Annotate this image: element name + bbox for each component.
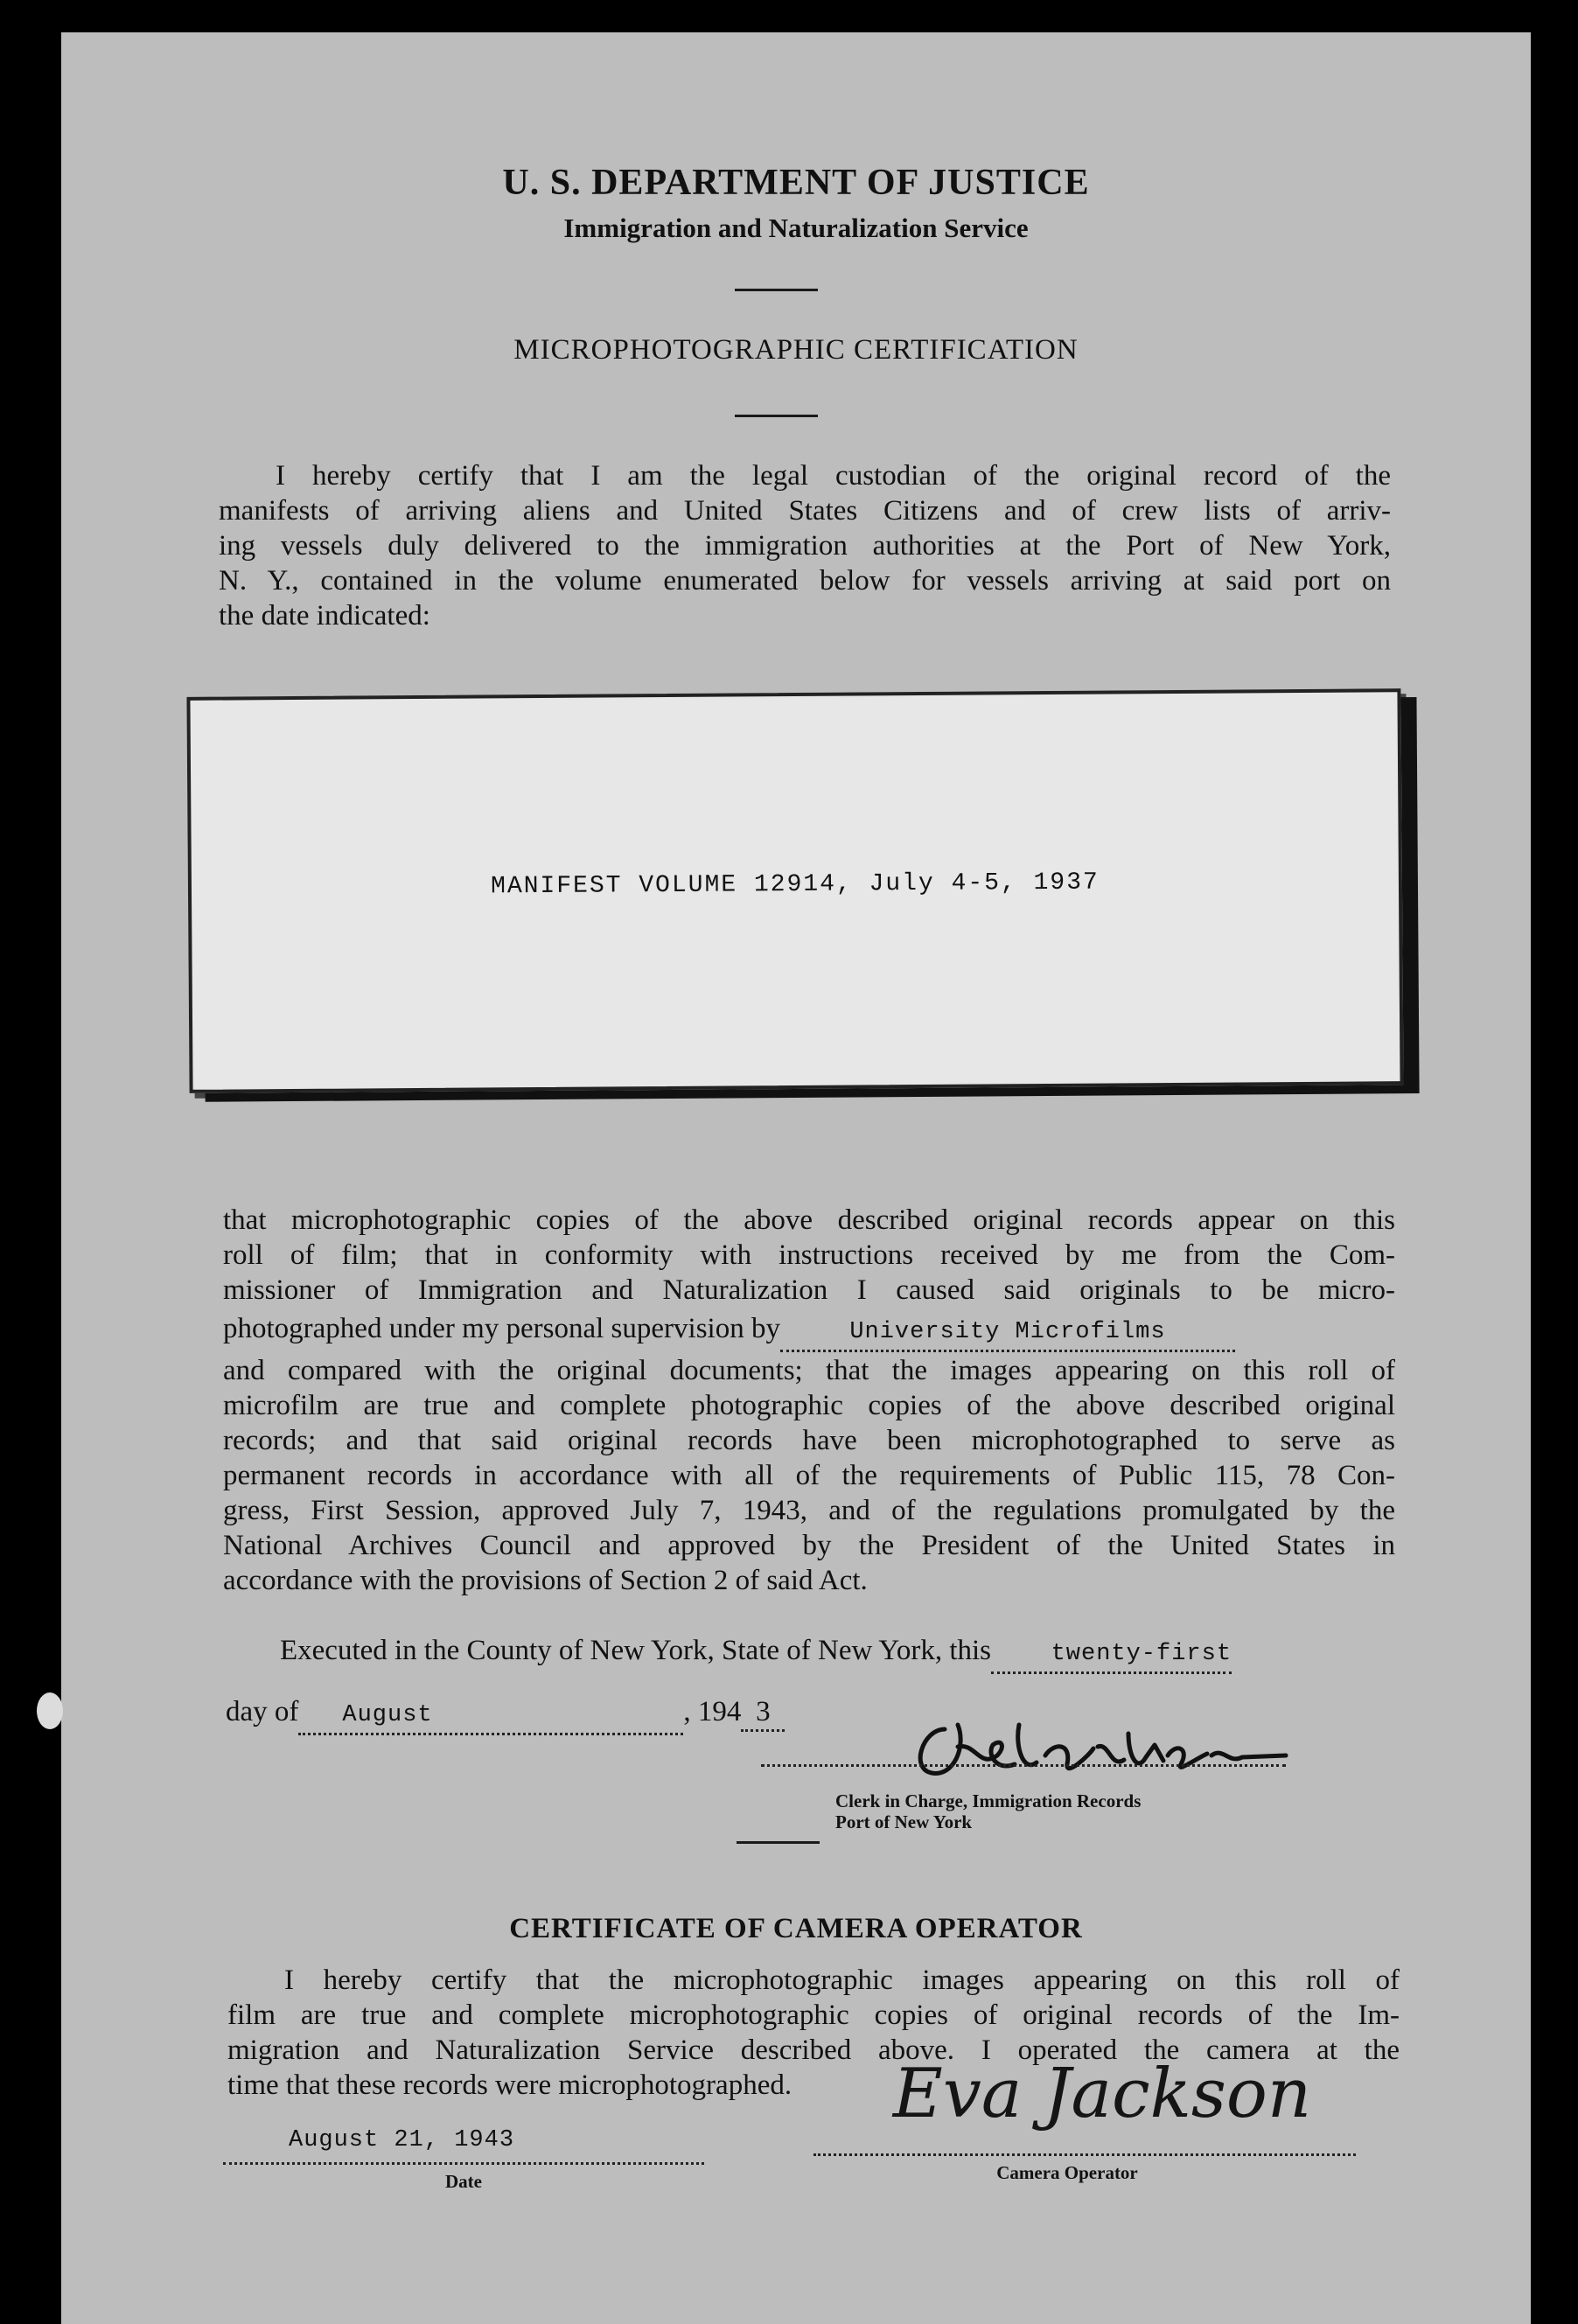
divider [735, 415, 818, 417]
service-subheading: Immigration and Naturalization Service [563, 213, 1029, 243]
operator-label: Camera Operator [996, 2162, 1138, 2183]
divider [737, 1841, 820, 1844]
intro-line: ing vessels duly delivered to the immigration authorities at the Port of New York, [219, 530, 1391, 562]
camera-operator-field [805, 2044, 1365, 2183]
camera-date-value: August 21, 1943 [289, 2127, 515, 2153]
manifest-volume-text: MANIFEST VOLUME 12914, July 4-5, 1937 [490, 869, 1100, 901]
body-line: missioner of Immigration and Naturalization I caused said originals to be micro- [223, 1274, 1395, 1306]
supervision-blank [780, 1311, 1235, 1352]
body-line: accordance with the provisions of Section 2 of said Act. [223, 1565, 868, 1596]
body-line: National Archives Council and approved by the President of the United States in [223, 1530, 1395, 1561]
year-prefix: , 194 [683, 1696, 742, 1727]
supervision-prefix: photographed under my personal supervision by [223, 1313, 780, 1344]
date-line [226, 1694, 925, 1735]
clerk-title [835, 1790, 1141, 1832]
department-heading: U. S. DEPARTMENT OF JUSTICE [502, 163, 1090, 203]
clerk-signature-line [761, 1764, 1286, 1767]
executed-line [280, 1633, 1400, 1674]
intro-line: the date indicated: [219, 600, 430, 632]
month-blank [298, 1694, 683, 1735]
executed-day: twenty-first [1051, 1641, 1232, 1667]
intro-line: manifests of arriving aliens and United States Citizens and of crew lists of arriv- [219, 495, 1391, 527]
executed-day-blank [991, 1633, 1232, 1674]
body-paragraph [223, 1203, 1395, 1598]
year-digit: 3 [756, 1696, 771, 1727]
body-line: records; and that said original records have been microphotographed to serve as [223, 1425, 1395, 1456]
intro-paragraph [219, 458, 1391, 633]
divider [735, 289, 818, 291]
body-line: permanent records in accordance with all of the requirements of Public 115, 78 Con- [223, 1460, 1395, 1491]
operator-signature-line [813, 2153, 1356, 2156]
clerk-title-line: Clerk in Charge, Immigration Records [835, 1790, 1142, 1811]
month-value: August [342, 1702, 433, 1728]
clerk-title-line: Port of New York [835, 1811, 973, 1832]
camera-date-field [223, 2127, 704, 2192]
form-title: MICROPHOTOGRAPHIC CERTIFICATION [513, 334, 1079, 366]
camera-certificate-title: CERTIFICATE OF CAMERA OPERATOR [509, 1913, 1083, 1944]
body-line: gress, First Session, approved July 7, 1943, and of the regulations promulgated by the [223, 1495, 1395, 1526]
clerk-signature [875, 1694, 1365, 1790]
supervision-line [223, 1308, 1395, 1353]
body-line: roll of film; that in conformity with instructions received by me from the Com- [223, 1239, 1395, 1271]
camera-line: migration and Naturalization Service described above. I operated the camera at the [227, 2034, 1400, 2066]
operator-signature: Eva Jackson [892, 2055, 1312, 2133]
day-of-prefix: day of [226, 1696, 299, 1727]
supervision-name: University Microfilms [849, 1319, 1166, 1345]
intro-line: I hereby certify that I am the legal custodian of the original record of the [276, 460, 1391, 492]
year-blank [741, 1694, 785, 1732]
intro-line: N. Y., contained in the volume enumerated below for vessels arriving at said port on [219, 565, 1391, 597]
camera-line: time that these records were microphotographed. [227, 2069, 792, 2101]
executed-prefix: Executed in the County of New York, State of New York, this [280, 1635, 992, 1666]
punch-hole [37, 1692, 63, 1729]
camera-line: film are true and complete microphotographic copies of original records of the Im- [227, 1999, 1400, 2031]
body-line: and compared with the original documents; that the images appearing on this roll of [223, 1355, 1395, 1386]
camera-date-label: Date [445, 2171, 482, 2192]
manifest-slip [186, 688, 1403, 1093]
body-line: that microphotographic copies of the above described original records appear on this [223, 1204, 1395, 1236]
camera-date-line [223, 2162, 704, 2165]
certificate-sheet [61, 32, 1531, 2324]
camera-line: I hereby certify that the microphotographic images appearing on this roll of [284, 1965, 1400, 1996]
body-line: microfilm are true and complete photographic copies of the above described original [223, 1390, 1395, 1421]
